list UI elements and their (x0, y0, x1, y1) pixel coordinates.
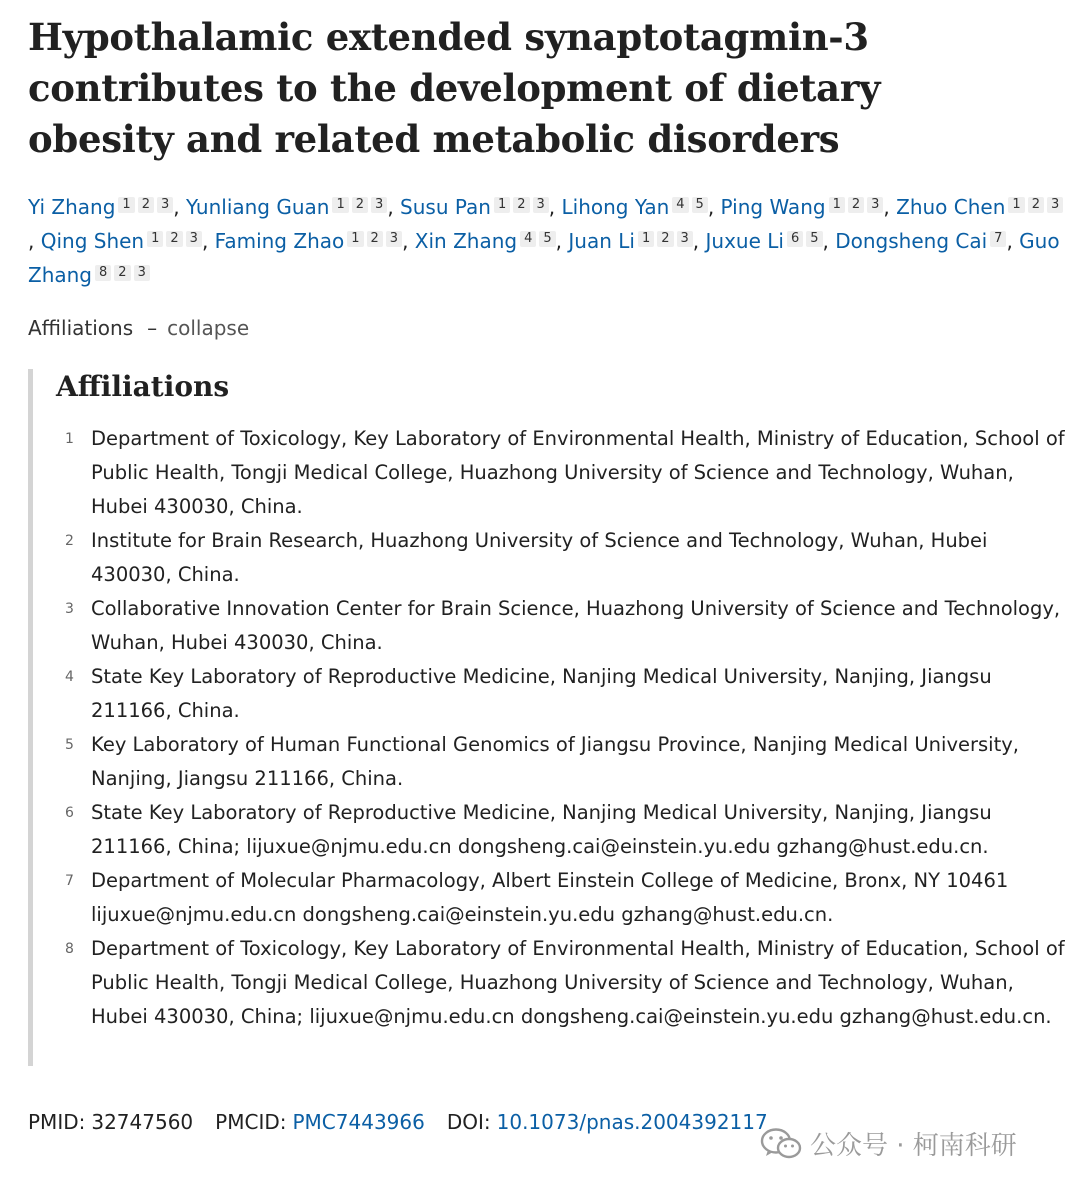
affiliation-ref-button[interactable]: 5 (692, 197, 708, 213)
affiliation-ref-button[interactable]: 4 (672, 197, 688, 213)
author-list (28, 190, 1068, 292)
affiliation-ref-button[interactable]: 4 (520, 231, 536, 247)
affiliation-ref-button[interactable]: 8 (95, 265, 111, 281)
affiliation-ref-button[interactable]: 7 (990, 231, 1006, 247)
author-entry (215, 229, 415, 253)
affiliation-text: State Key Laboratory of Reproductive Medicine, Nanjing Medical University, Nanjing, Jiangsu 211166, China. (91, 665, 992, 722)
affiliation-text: State Key Laboratory of Reproductive Medicine, Nanjing Medical University, Nanjing, Jiangsu 211166, China; lijuxue@njmu.edu.cn dongsheng.cai@einstein.yu.edu gzhang@hust.edu.cn. (91, 801, 992, 858)
author-link[interactable]: Ping Wang (720, 195, 826, 219)
affiliation-item (63, 728, 1068, 796)
affiliation-ref-button[interactable]: 2 (848, 197, 864, 213)
affiliation-ref-button[interactable]: 1 (118, 197, 134, 213)
author-separator: , (692, 229, 706, 253)
affiliation-text: Department of Toxicology, Key Laboratory of Environmental Health, Ministry of Education, School of Public Health, Tongji Medical College, Huazhong University of Science and Technology, Wuhan, Hubei 430030, China; lijuxue@njmu.edu.cn dongsheng.cai@einstein.yu.edu gzhang@hust.edu.cn. (91, 937, 1065, 1028)
affiliation-ref-button[interactable]: 3 (1047, 197, 1063, 213)
author-link[interactable]: Zhuo Chen (896, 195, 1006, 219)
affiliation-text: Institute for Brain Research, Huazhong University of Science and Technology, Wuhan, Hubei 430030, China. (91, 529, 988, 586)
affiliation-item (63, 524, 1068, 592)
affiliation-number: 7 (65, 873, 74, 889)
author-link[interactable]: Juan Li (568, 229, 635, 253)
author-entry (400, 195, 561, 219)
article-title: Hypothalamic extended synaptotagmin-3 contributes to the development of dietary obesity and related metabolic disorders (28, 15, 881, 161)
affiliation-number: 4 (65, 669, 74, 685)
affiliation-number: 5 (65, 737, 74, 753)
author-entry (835, 229, 1019, 253)
affiliations-toggle-label: Affiliations (28, 316, 134, 340)
author-separator: , (555, 229, 569, 253)
affiliation-ref-button[interactable]: 2 (367, 231, 383, 247)
affiliation-ref-button[interactable]: 3 (533, 197, 549, 213)
affiliation-ref-button[interactable]: 5 (806, 231, 822, 247)
author-separator: , (883, 195, 897, 219)
author-entry (41, 229, 215, 253)
author-link[interactable]: Dongsheng Cai (835, 229, 988, 253)
affiliation-ref-button[interactable]: 1 (1008, 197, 1024, 213)
author-separator: , (1006, 229, 1020, 253)
affiliation-number: 2 (65, 533, 74, 549)
doi-link[interactable]: 10.1073/pnas.2004392117 (496, 1110, 768, 1134)
author-entry (28, 195, 186, 219)
pmcid-label: PMCID: (215, 1110, 287, 1134)
affiliation-number: 1 (65, 431, 74, 447)
author-entry (562, 195, 721, 219)
affiliation-item (63, 932, 1068, 1034)
toggle-dash: – (147, 316, 158, 340)
affiliation-ref-button[interactable]: 1 (347, 231, 363, 247)
affiliations-panel (28, 369, 1068, 1066)
author-entry (706, 229, 836, 253)
author-link[interactable]: Lihong Yan (561, 195, 670, 219)
author-separator: , (173, 195, 186, 219)
affiliation-ref-button[interactable]: 3 (677, 231, 693, 247)
author-link[interactable]: Juxue Li (705, 229, 784, 253)
author-separator: , (548, 195, 562, 219)
affiliations-toggle[interactable] (28, 314, 249, 342)
affiliation-item (63, 592, 1068, 660)
affiliation-ref-button[interactable]: 2 (114, 265, 130, 281)
author-separator: , (201, 229, 215, 253)
pmcid-link[interactable]: PMC7443966 (292, 1110, 425, 1134)
affiliation-ref-button[interactable]: 1 (829, 197, 845, 213)
affiliation-item (63, 660, 1068, 728)
affiliation-ref-button[interactable]: 1 (147, 231, 163, 247)
author-separator: , (822, 229, 836, 253)
wechat-icon (760, 1127, 802, 1161)
affiliation-text: Department of Toxicology, Key Laboratory of Environmental Health, Ministry of Education, School of Public Health, Tongji Medical College, Huazhong University of Science and Technology, Wuhan, Hubei 430030, China. (91, 427, 1065, 518)
affiliation-text: Department of Molecular Pharmacology, Albert Einstein College of Medicine, Bronx, NY 10461 lijuxue@njmu.edu.cn dongsheng.cai@einstein.yu.edu gzhang@hust.edu.cn. (91, 869, 1009, 926)
pmid-value: 32747560 (91, 1110, 194, 1134)
affiliation-item (63, 864, 1068, 932)
affiliations-list (63, 422, 1068, 1034)
affiliation-ref-button[interactable]: 1 (494, 197, 510, 213)
affiliation-ref-button[interactable]: 2 (352, 197, 368, 213)
affiliation-ref-button[interactable]: 3 (371, 197, 387, 213)
author-entry (568, 229, 705, 253)
watermark (760, 1125, 1017, 1162)
author-entry (186, 195, 400, 219)
affiliation-ref-button[interactable]: 3 (186, 231, 202, 247)
affiliation-ref-button[interactable]: 2 (166, 231, 182, 247)
affiliation-ref-button[interactable]: 2 (138, 197, 154, 213)
author-link[interactable]: Yi Zhang (28, 195, 116, 219)
author-separator: , (387, 195, 401, 219)
doi-label: DOI: (446, 1110, 491, 1134)
author-link[interactable]: Faming Zhao (214, 229, 345, 253)
author-link[interactable]: Yunliang Guan (185, 195, 330, 219)
affiliation-item (63, 422, 1068, 524)
affiliation-text: Collaborative Innovation Center for Brain Science, Huazhong University of Science and Technology, Wuhan, Hubei 430030, China. (91, 597, 1061, 654)
affiliation-number: 6 (65, 805, 74, 821)
author-link[interactable]: Xin Zhang (414, 229, 518, 253)
affiliation-ref-button[interactable]: 2 (513, 197, 529, 213)
author-link[interactable]: Guo Zhang (28, 229, 1060, 287)
affiliation-ref-button[interactable]: 3 (134, 265, 150, 281)
affiliation-ref-button[interactable]: 1 (638, 231, 654, 247)
affiliation-ref-button[interactable]: 5 (539, 231, 555, 247)
affiliation-ref-button[interactable]: 3 (157, 197, 173, 213)
author-link[interactable]: Qing Shen (40, 229, 145, 253)
affiliation-number: 8 (65, 941, 74, 957)
author-entry (721, 195, 897, 219)
author-link[interactable]: Susu Pan (400, 195, 491, 219)
affiliation-ref-button[interactable]: 2 (657, 231, 673, 247)
affiliation-ref-button[interactable]: 2 (1028, 197, 1044, 213)
affiliation-number: 3 (65, 601, 74, 617)
article-identifiers (28, 1107, 768, 1137)
watermark-text: 公众号 · 柯南科研 (810, 1131, 1017, 1161)
pmid-label: PMID: (28, 1110, 86, 1134)
collapse-link[interactable]: collapse (167, 316, 250, 340)
affiliation-ref-button[interactable]: 3 (386, 231, 402, 247)
author-separator: , (707, 195, 721, 219)
affiliation-text: Key Laboratory of Human Functional Genomics of Jiangsu Province, Nanjing Medical University, Nanjing, Jiangsu 211166, China. (91, 733, 1019, 790)
affiliations-heading: Affiliations (56, 370, 230, 403)
affiliation-item (63, 796, 1068, 864)
author-entry (415, 229, 569, 253)
affiliation-ref-button[interactable]: 6 (787, 231, 803, 247)
author-separator: , (28, 229, 41, 253)
author-separator: , (402, 229, 415, 253)
affiliation-ref-button[interactable]: 3 (867, 197, 883, 213)
affiliation-ref-button[interactable]: 1 (332, 197, 348, 213)
